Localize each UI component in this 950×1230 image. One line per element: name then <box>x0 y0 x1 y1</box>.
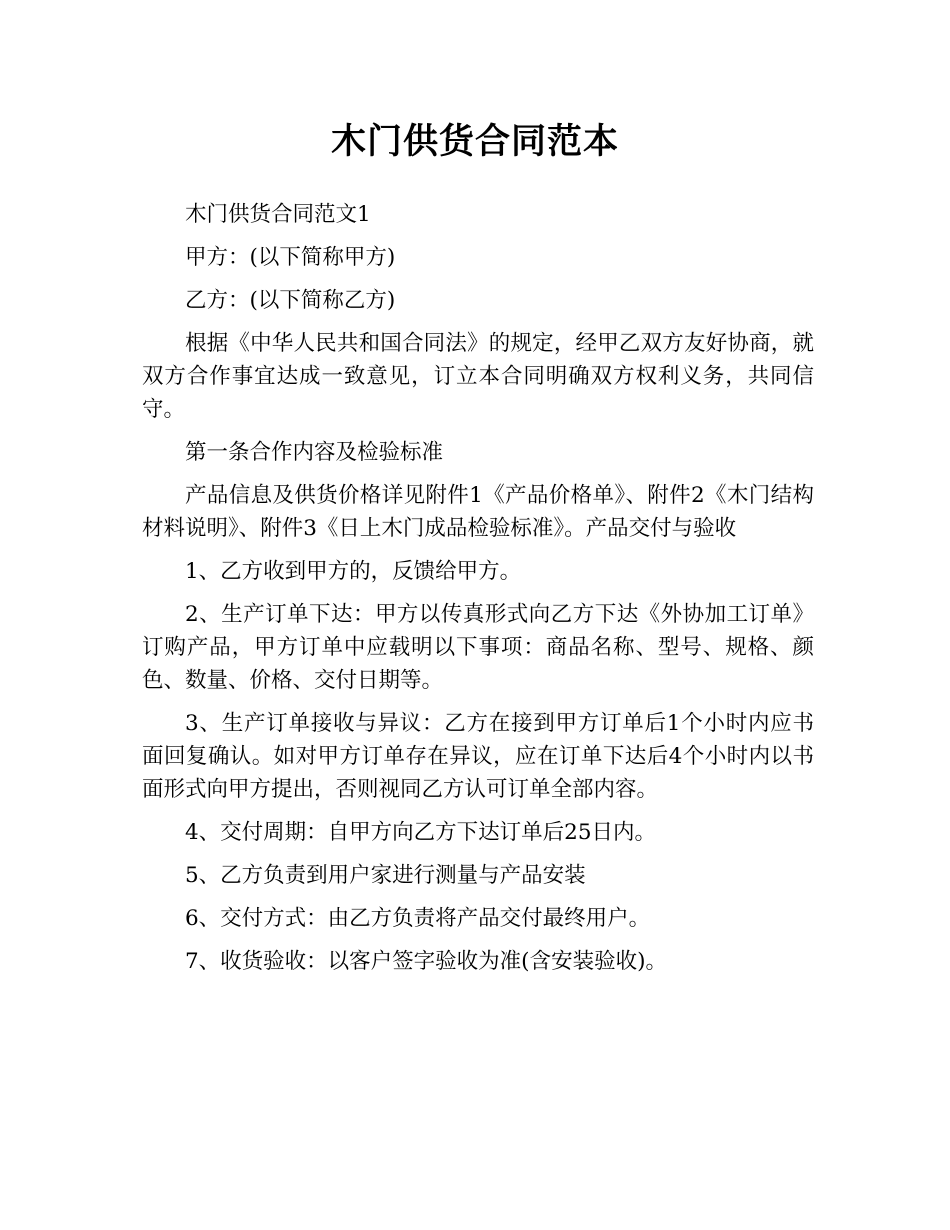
document-body <box>142 198 814 988</box>
paragraph-item-4: 4、交付周期：自甲方向乙方下达订单后25日内。 <box>185 820 657 845</box>
paragraph-party-b: 乙方：(以下简称乙方) <box>185 288 396 313</box>
document-title: 木门供货合同范本 <box>330 122 619 162</box>
paragraph-article-1-heading: 第一条合作内容及检验标准 <box>185 440 444 465</box>
paragraph-item-7: 7、收货验收：以客户签字验收为准(含安装验收)。 <box>185 949 667 974</box>
paragraph-item-1: 1、乙方收到甲方的，反馈给甲方。 <box>185 559 522 584</box>
paragraph-item-5: 5、乙方负责到用户家进行测量与产品安装 <box>185 863 586 888</box>
paragraph-party-a: 甲方：(以下简称甲方) <box>185 245 396 270</box>
paragraph-item-2: 2、生产订单下达：甲方以传真形式向乙方下达《外协加工订单》订购产品，甲方订单中应载明以下事项：商品名称、型号、规格、颜色、数量、价格、交付日期等。 <box>142 602 814 693</box>
paragraph-contract-heading: 木门供货合同范文1 <box>185 202 371 227</box>
paragraph-item-3: 3、生产订单接收与异议：乙方在接到甲方订单后1个小时内应书面回复确认。如对甲方订单存在异议，应在订单下达后4个小时内以书面形式向甲方提出，否则视同乙方认可订单全部内容。 <box>142 711 814 802</box>
paragraph-product-info: 产品信息及供货价格详见附件1《产品价格单》、附件2《木门结构材料说明》、附件3《日上木门成品检验标准》。产品交付与验收 <box>142 483 814 541</box>
paragraph-item-6: 6、交付方式：由乙方负责将产品交付最终用户。 <box>185 906 651 931</box>
paragraph-preamble: 根据《中华人民共和国合同法》的规定，经甲乙双方友好协商，就双方合作事宜达成一致意见，订立本合同明确双方权利义务，共同信守。 <box>142 331 814 422</box>
